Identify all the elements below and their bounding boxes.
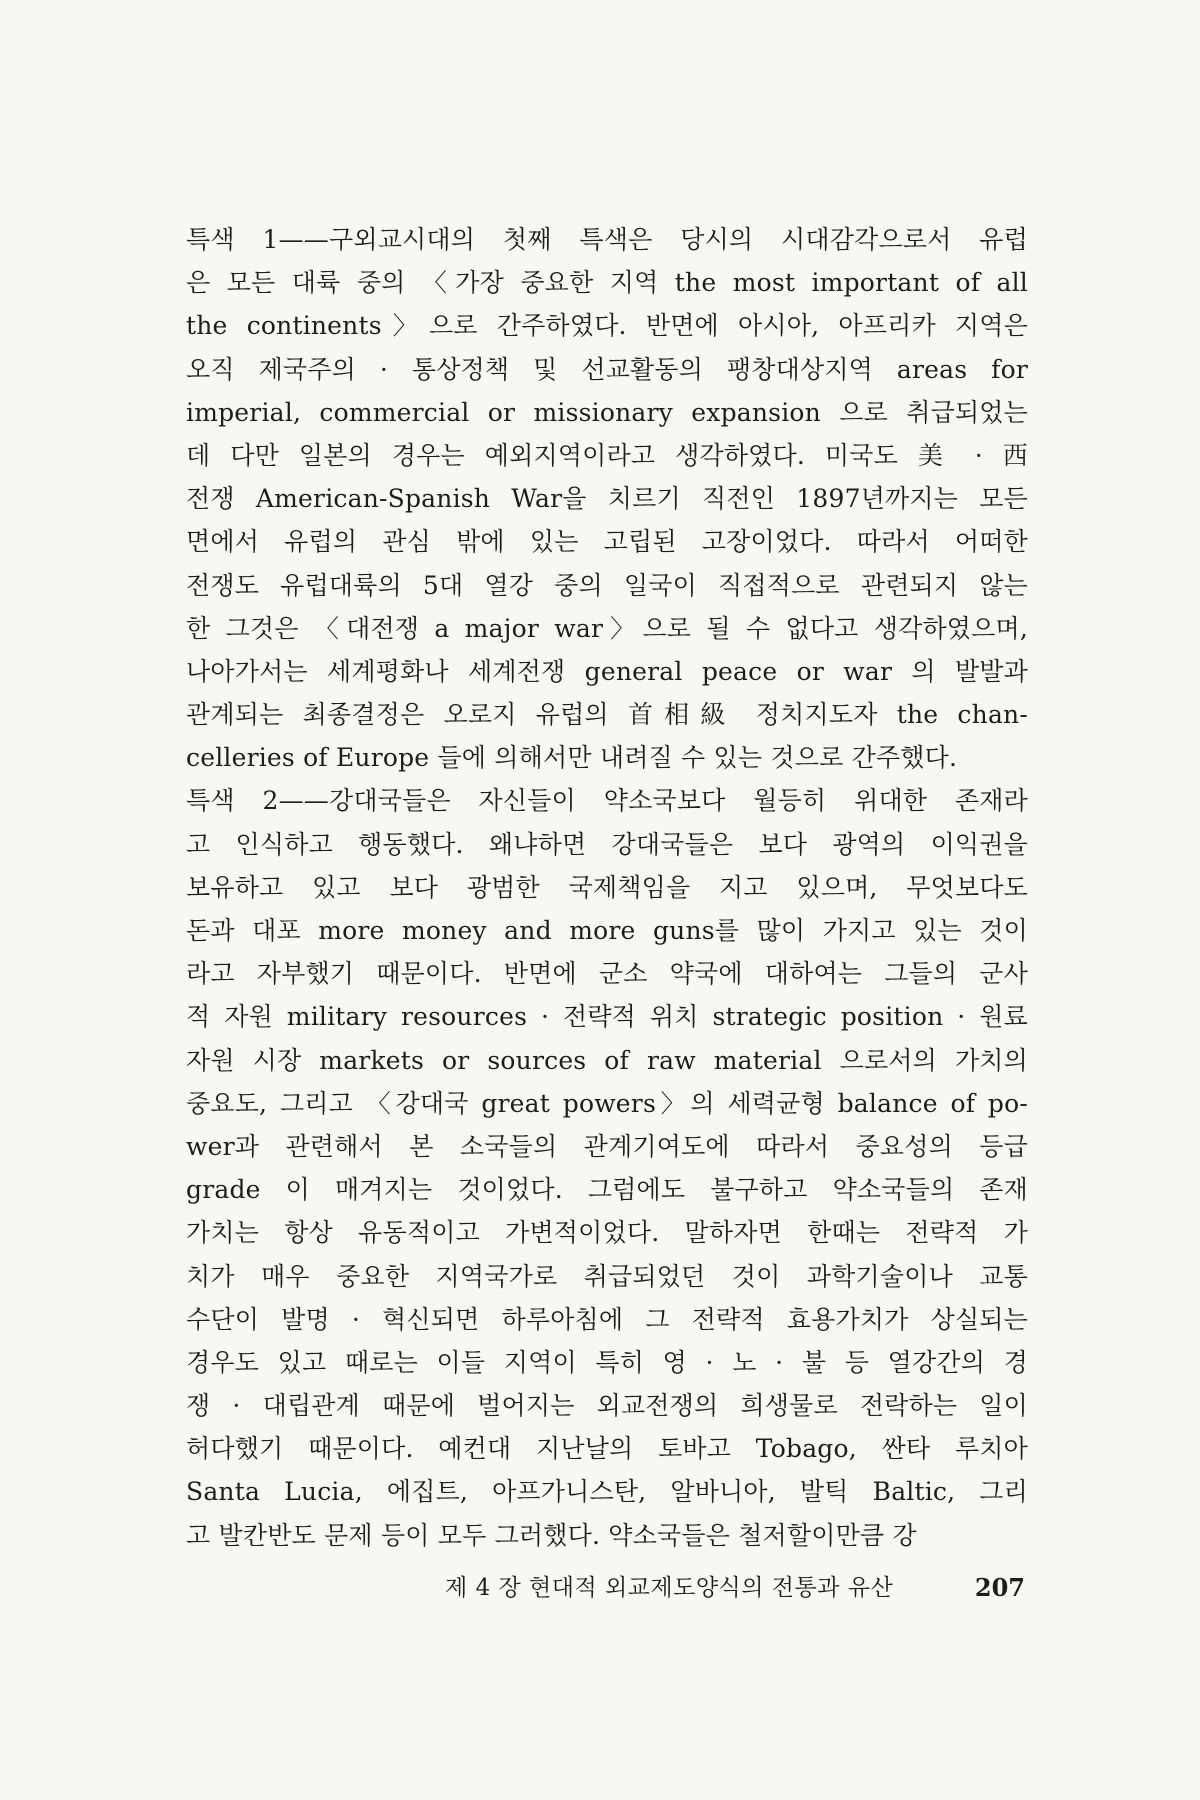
text-line: 경우도 있고 때로는 이들 지역이 특히 영 · 노 · 불 등 열강간의 경 <box>186 1347 1028 1377</box>
chapter-title: 제 4 장 현대적 외교제도양식의 전통과 유산 <box>445 1575 894 1601</box>
text-line: 데 다만 일본의 경우는 예외지역이라고 생각하였다. 미국도 美 · 西 <box>186 440 1028 470</box>
text-line: 돈과 대포 more money and more guns를 많이 가지고 있는 것이 <box>186 916 1028 945</box>
text-line: 전쟁 American-Spanish War을 치르기 직전인 1897년까지는 모든 <box>186 484 1028 514</box>
text-line: 보유하고 있고 보다 광범한 국제책임을 지고 있으며, 무엇보다도 <box>186 872 1028 902</box>
text-line: 은 모든 대륙 중의 〈가장 중요한 지역 the most important of all <box>186 268 1028 298</box>
text-line: 한 그것은 〈대전쟁 a major war〉으로 될 수 없다고 생각하였으며, <box>186 613 1028 643</box>
text-line: 특색 2——강대국들은 자신들이 약소국보다 월등히 위대한 존재라 <box>186 786 1028 816</box>
text-line: 고 인식하고 행동했다. 왜냐하면 강대국들은 보다 광역의 이익권을 <box>186 829 1028 859</box>
text-line: 허다했기 때문이다. 예컨대 지난날의 토바고 Tobago, 싼타 루치아 <box>186 1434 1028 1464</box>
text-line: 적 자원 military resources · 전략적 위치 strategic position · 원료 <box>186 1002 1028 1032</box>
text-line: wer과 관련해서 본 소국들의 관계기여도에 따라서 중요성의 등급 <box>186 1131 1028 1161</box>
text-line: 쟁 · 대립관계 때문에 벌어지는 외교전쟁의 희생물로 전락하는 일이 <box>186 1391 1028 1421</box>
text-line: 라고 자부했기 때문이다. 반면에 군소 약국에 대하여는 그들의 군사 <box>186 959 1028 989</box>
page-footer <box>445 1568 1025 1608</box>
body-text <box>186 218 1028 1557</box>
paragraph-feature-1 <box>186 218 1028 779</box>
text-line: the continents〉으로 간주하였다. 반면에 아시아, 아프리카 지역은 <box>186 311 1028 341</box>
text-line: 오직 제국주의 · 통상정책 및 선교활동의 팽창대상지역 areas for <box>186 354 1028 384</box>
text-line: 중요도, 그리고 〈강대국 great powers〉의 세력균형 balance of po- <box>186 1088 1028 1118</box>
text-line: 치가 매우 중요한 지역국가로 취급되었던 것이 과학기술이나 교통 <box>186 1261 1028 1291</box>
paragraph-feature-2 <box>186 779 1028 1556</box>
text-line: celleries of Europe 들에 의해서만 내려질 수 있는 것으로 간주했다. <box>186 743 958 773</box>
text-line: 가치는 항상 유동적이고 가변적이었다. 말하자면 한때는 전략적 가 <box>186 1218 1028 1248</box>
text-line: 수단이 발명 · 혁신되면 하루아침에 그 전략적 효용가치가 상실되는 <box>186 1304 1028 1334</box>
text-line: Santa Lucia, 에집트, 아프가니스탄, 알바니아, 발틱 Baltic, 그리 <box>186 1477 1028 1507</box>
text-line: 전쟁도 유럽대륙의 5대 열강 중의 일국이 직접적으로 관련되지 않는 <box>186 570 1028 600</box>
text-line: grade 이 매겨지는 것이었다. 그럼에도 불구하고 약소국들의 존재 <box>186 1175 1028 1205</box>
text-line: 관계되는 최종결정은 오로지 유럽의 首相級 정치지도자 the chan- <box>186 700 1028 730</box>
text-line: 특색 1——구외교시대의 첫째 특색은 당시의 시대감각으로서 유럽 <box>186 225 1028 254</box>
text-line: 면에서 유럽의 관심 밖에 있는 고립된 고장이었다. 따라서 어떠한 <box>186 527 1028 557</box>
text-line: imperial, commercial or missionary expansion 으로 취급되었는 <box>186 397 1028 427</box>
text-line: 고 발칸반도 문제 등이 모두 그러했다. 약소국들은 철저할이만큼 강 <box>186 1520 917 1550</box>
page-number: 207 <box>974 1573 1025 1602</box>
text-line: 자원 시장 markets or sources of raw material 으로서의 가치의 <box>186 1045 1028 1075</box>
text-line: 나아가서는 세계평화나 세계전쟁 general peace or war 의 발발과 <box>186 656 1028 686</box>
